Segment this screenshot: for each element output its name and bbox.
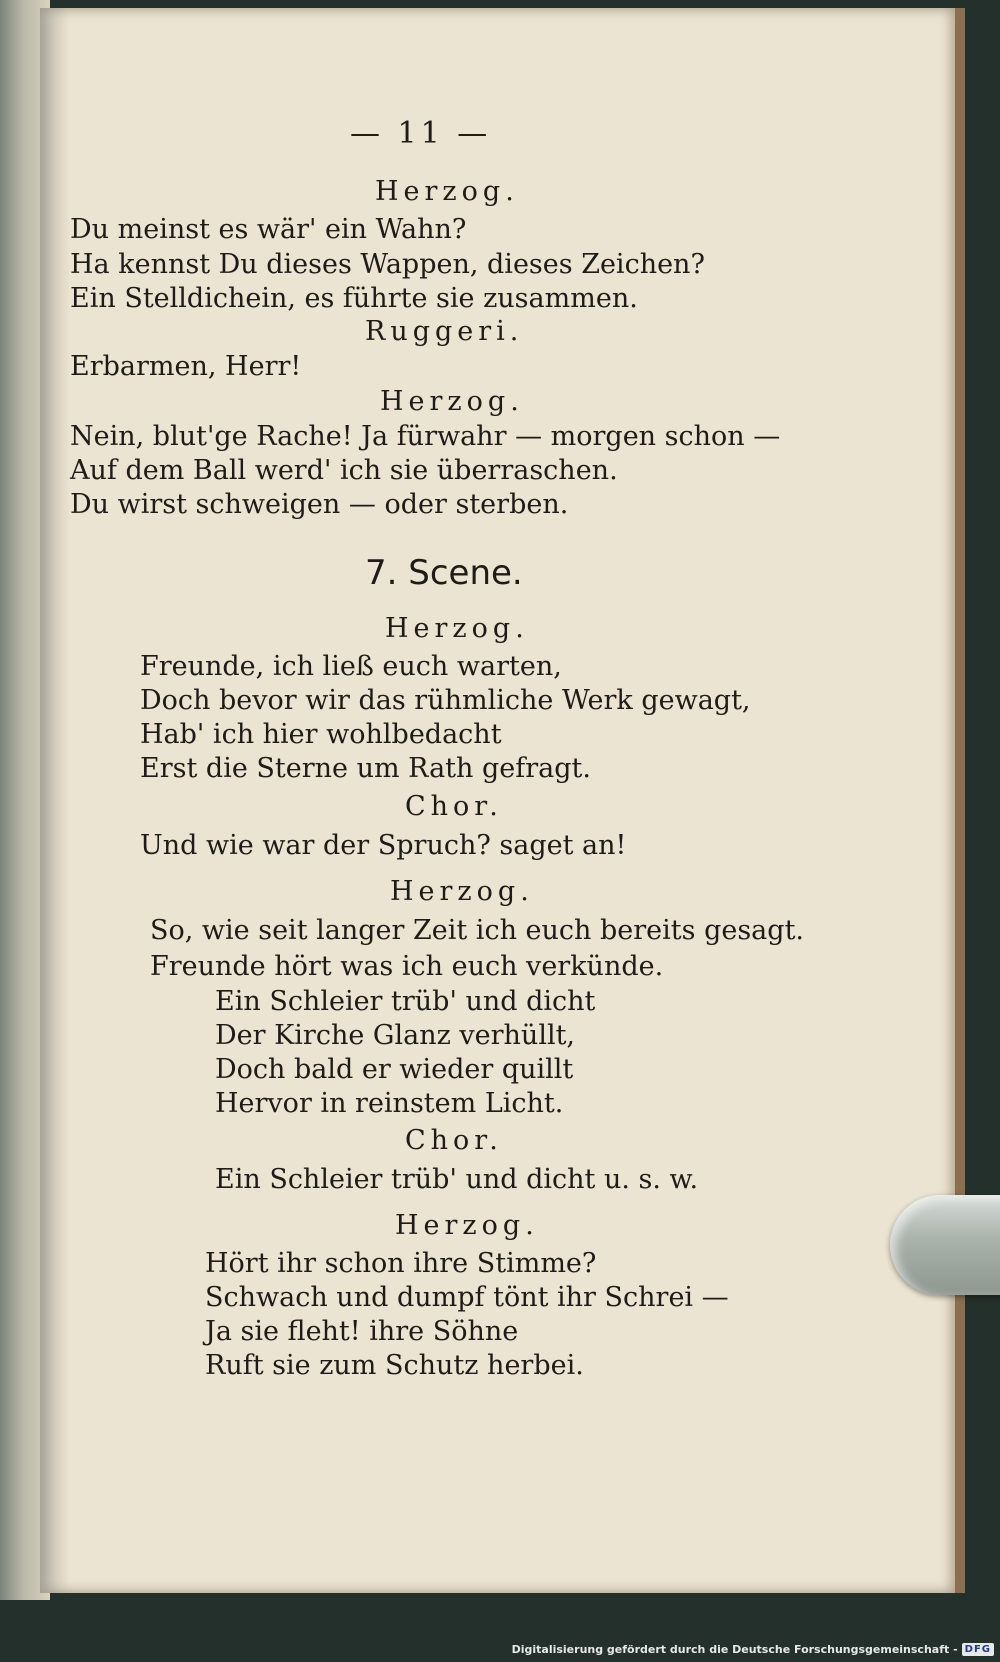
page-gutter-shadow xyxy=(40,8,70,1593)
line-17: Und wie war der Spruch? saget an! xyxy=(140,830,627,861)
line-25: Chor. xyxy=(405,1125,503,1156)
line-31: Ruft sie zum Schutz herbei. xyxy=(205,1350,584,1381)
line-19: So, wie seit langer Zeit ich euch bereits gesagt. xyxy=(150,915,804,946)
digitization-credit xyxy=(512,1640,994,1658)
line-2: Du meinst es wär' ein Wahn? xyxy=(70,214,467,245)
line-21: Ein Schleier trüb' und dicht xyxy=(215,986,596,1017)
line-24: Hervor in reinstem Licht. xyxy=(215,1088,564,1119)
dfg-logo: DFG xyxy=(962,1643,994,1656)
line-27: Herzog. xyxy=(395,1210,539,1241)
line-18: Herzog. xyxy=(390,876,534,907)
book-page xyxy=(40,8,965,1593)
line-23: Doch bald er wieder quillt xyxy=(215,1054,574,1085)
line-20: Freunde hört was ich euch verkünde. xyxy=(150,951,664,982)
line-11: Herzog. xyxy=(385,613,529,644)
scene-title: 7. Scene. xyxy=(365,553,523,593)
credit-text: Digitalisierung gefördert durch die Deutsche Forschungsgemeinschaft - xyxy=(511,1642,958,1656)
line-13: Doch bevor wir das rühmliche Werk gewagt, xyxy=(140,685,751,716)
line-6: Erbarmen, Herr! xyxy=(70,351,302,382)
line-28: Hört ihr schon ihre Stimme? xyxy=(205,1248,597,1279)
line-10: Du wirst schweigen — oder sterben. xyxy=(70,489,569,520)
line-1: Herzog. xyxy=(375,176,519,207)
page-number: — 11 — xyxy=(350,116,492,151)
line-8: Nein, blut'ge Rache! Ja fürwahr — morgen schon — xyxy=(70,421,781,452)
line-26: Ein Schleier trüb' und dicht u. s. w. xyxy=(215,1164,699,1195)
line-9: Auf dem Ball werd' ich sie überraschen. xyxy=(70,455,618,486)
line-14: Hab' ich hier wohlbedacht xyxy=(140,719,502,750)
line-3: Ha kennst Du dieses Wappen, dieses Zeichen? xyxy=(70,249,705,280)
line-22: Der Kirche Glanz verhüllt, xyxy=(215,1020,576,1051)
line-4: Ein Stelldichein, es führte sie zusammen. xyxy=(70,283,638,314)
line-16: Chor. xyxy=(405,791,503,822)
page-holder-clip xyxy=(890,1195,1000,1295)
line-29: Schwach und dumpf tönt ihr Schrei — xyxy=(205,1282,729,1313)
line-5: Ruggeri. xyxy=(365,316,524,347)
line-7: Herzog. xyxy=(380,386,524,417)
line-30: Ja sie fleht! ihre Söhne xyxy=(205,1316,519,1347)
line-12: Freunde, ich ließ euch warten, xyxy=(140,651,562,682)
line-15: Erst die Sterne um Rath gefragt. xyxy=(140,753,591,784)
